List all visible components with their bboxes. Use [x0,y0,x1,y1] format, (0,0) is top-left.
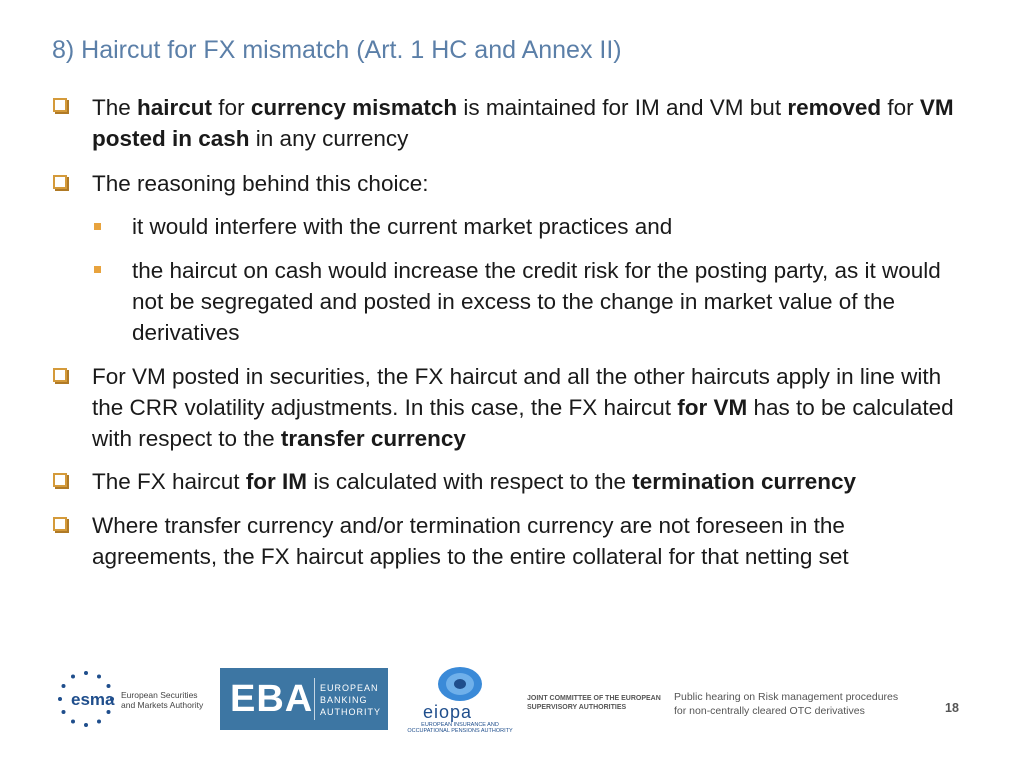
checkbox-bullet-icon [53,517,67,531]
square-bullet-icon [94,266,101,273]
hearing-title: Public hearing on Risk management procedures for non-centrally cleared OTC derivatives [674,691,899,717]
bullet-entire-collateral: Where transfer currency and/or termination currency are not foreseen in the agreements, the FX haircut applies to the entire collateral for that netting set [92,513,849,569]
subbullet-market-practices: it would interfere with the current market practices and [132,214,673,239]
checkbox-bullet-icon [53,473,67,487]
checkbox-bullet-icon [53,98,67,112]
subbullet-credit-risk: the haircut on cash would increase the credit risk for the posting party, as it would not be segregated and posted in excess to the change in market value of the derivatives [132,258,941,345]
eiopa-name: EUROPEAN INSURANCE AND OCCUPATIONAL PENSIONS AUTHORITY [407,722,513,734]
esma-logo [55,668,205,730]
eba-divider [314,678,315,720]
eba-wordmark: EBA [230,678,314,720]
joint-committee-label: JOINT COMMITTEE OF THE EUROPEAN SUPERVISORY AUTHORITIES [527,695,661,711]
bullet-haircut-maintained: The haircut for currency mismatch is maintained for IM and VM but removed for VM posted in cash in any currency [92,95,954,151]
bullet-reasoning: The reasoning behind this choice: [92,171,429,196]
checkbox-bullet-icon [53,175,67,189]
eiopa-wordmark: eiopa [423,702,473,722]
eiopa-emblem-icon [405,664,515,704]
bullet-fx-haircut-im: The FX haircut for IM is calculated with respect to the termination currency [92,469,857,494]
esma-wordmark: esma [71,690,115,709]
eba-logo [220,668,388,730]
page-number: 18 [945,701,959,715]
eba-name: EUROPEAN BANKING AUTHORITY [320,683,382,717]
eiopa-logo [405,664,515,734]
checkbox-bullet-icon [53,368,67,382]
square-bullet-icon [94,223,101,230]
esma-name: European Securities and Markets Authority [121,690,204,710]
bullet-vm-securities: For VM posted in securities, the FX haircut and all the other haircuts apply in line with the CRR volatility adjustments. In this case, the FX haircut for VM has to be calculated with respect to the transfer currency [92,364,954,451]
slide-title: 8) Haircut for FX mismatch (Art. 1 HC and Annex II) [52,36,622,64]
